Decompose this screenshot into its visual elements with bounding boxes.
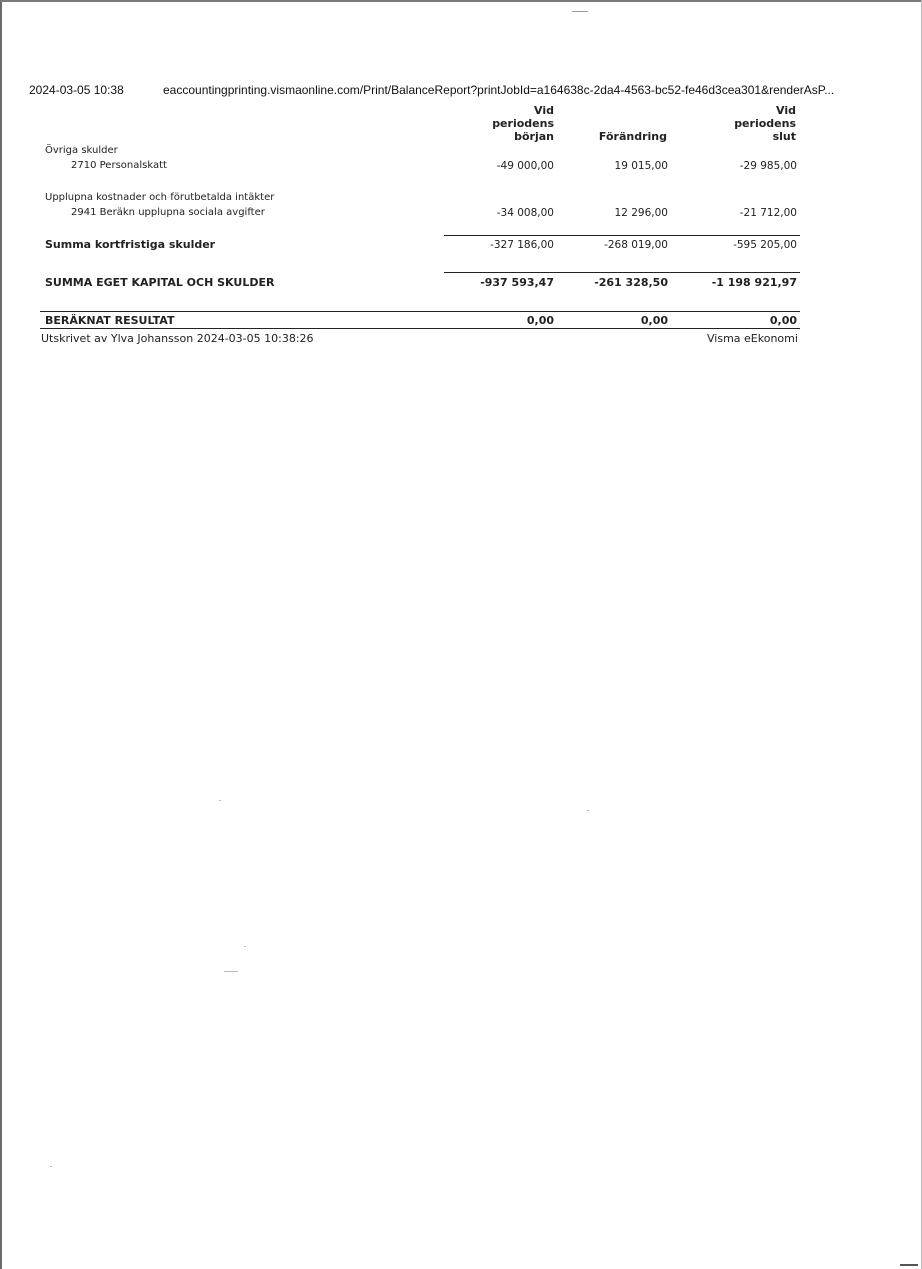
account-start-value: -49 000,00 [496,160,554,172]
result-change-value: 0,00 [640,314,668,327]
column-header-line: Vid [534,104,554,117]
total-end-value: -1 198 921,97 [711,276,797,289]
account-change-value: 12 296,00 [614,207,668,219]
subtotal-rule [444,235,800,236]
total-label: SUMMA EGET KAPITAL OCH SKULDER [45,276,275,289]
scan-speck [587,810,589,811]
scan-edge-left [0,0,2,1269]
account-start-value: -34 008,00 [496,207,554,219]
total-change-value: -261 328,50 [594,276,668,289]
result-top-rule [40,311,800,312]
column-header-line: periodens [734,117,796,130]
account-change-value: 19 015,00 [614,160,668,172]
total-start-value: -937 593,47 [480,276,554,289]
result-bottom-rule [40,328,800,329]
column-header-line: Vid [776,104,796,117]
group-title: Övriga skulder [45,145,118,156]
total-rule [444,272,800,273]
group-title: Upplupna kostnader och förutbetalda intäkter [45,192,275,203]
result-end-value: 0,00 [769,314,797,327]
column-header-line: början [514,130,554,143]
subtotal-label: Summa kortfristiga skulder [45,238,216,251]
scan-speck [244,946,246,947]
print-timestamp: 2024-03-05 10:38 [29,83,124,97]
account-label: 2710 Personalskatt [71,160,167,171]
subtotal-start-value: -327 186,00 [490,239,554,251]
column-header-line: slut [772,130,796,143]
column-header-change [567,130,667,143]
subtotal-change-value: -268 019,00 [604,239,668,251]
product-name: Visma eEkonomi [707,332,798,345]
subtotal-end-value: -595 205,00 [733,239,797,251]
column-header-line: Förändring [598,130,667,143]
scan-mark [572,11,588,12]
column-header-period-start [454,104,554,143]
scan-speck [50,1166,52,1167]
scan-edge-top [0,0,922,2]
scan-corner-mark [900,1264,918,1266]
result-start-value: 0,00 [526,314,554,327]
printed-by-text: Utskrivet av Ylva Johansson 2024-03-05 10:38:26 [41,332,314,345]
print-url: eaccountingprinting.vismaonline.com/Print/BalanceReport?printJobId=a164638c-2da4-4563-bc52-fe46d3cea301&renderAsP... [163,83,835,97]
column-header-line: periodens [492,117,554,130]
scan-speck [219,800,221,801]
column-header-period-end [696,104,796,143]
scan-speck [224,971,238,972]
account-label: 2941 Beräkn upplupna sociala avgifter [71,207,265,218]
account-end-value: -29 985,00 [739,160,797,172]
account-end-value: -21 712,00 [739,207,797,219]
result-label: BERÄKNAT RESULTAT [45,314,175,327]
